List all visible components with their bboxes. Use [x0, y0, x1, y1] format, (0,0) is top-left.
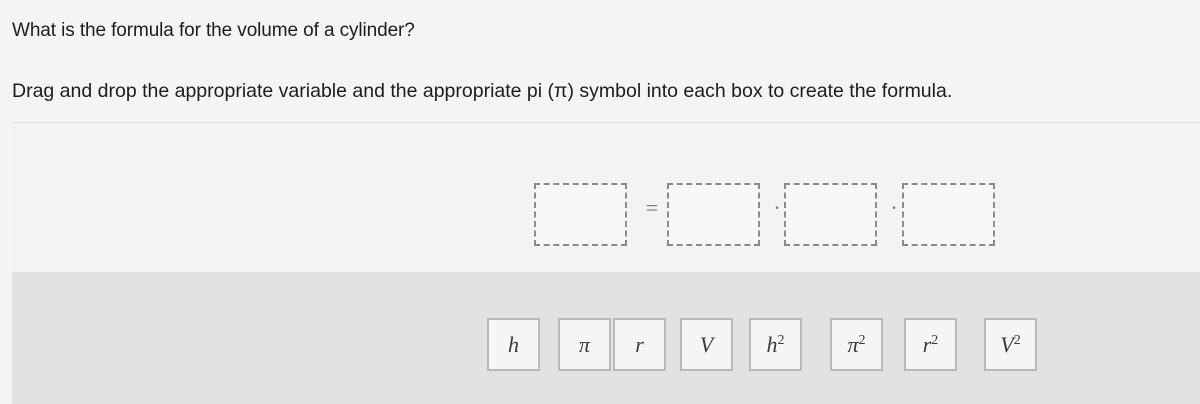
drop-box-2[interactable]: [667, 183, 760, 246]
tile-v-squared-base: V: [1000, 331, 1014, 357]
tile-pi-squared[interactable]: [830, 318, 883, 371]
tile-v-squared[interactable]: [984, 318, 1037, 371]
instruction-text: Drag and drop the appropriate variable and the appropriate pi (π) symbol into each box to create the formula.: [12, 80, 953, 102]
equals-sign: =: [645, 195, 659, 220]
tile-h-squared-exponent: 2: [777, 332, 785, 348]
multiply-dot-1: ·: [773, 195, 781, 220]
drop-box-3[interactable]: [784, 183, 877, 246]
tile-r-squared-exponent: 2: [931, 332, 939, 348]
formula-area: [12, 122, 1200, 273]
tile-pi-label: π: [578, 331, 591, 357]
tile-pi-squared-exponent: 2: [858, 332, 866, 348]
tile-h-squared-base: h: [766, 331, 778, 357]
tile-pi[interactable]: [558, 318, 611, 371]
tile-v-squared-exponent: 2: [1013, 332, 1021, 348]
tile-v[interactable]: [680, 318, 733, 371]
tile-v-label: V: [699, 331, 714, 357]
tile-pi-squared-base: π: [847, 331, 859, 357]
tile-r[interactable]: [613, 318, 666, 371]
multiply-dot-2: ·: [890, 195, 898, 220]
drop-box-4[interactable]: [902, 183, 995, 246]
tile-h-squared[interactable]: [749, 318, 802, 371]
tile-r-label: r: [635, 331, 644, 357]
tile-h-label: h: [508, 331, 519, 357]
question-text: What is the formula for the volume of a cylinder?: [12, 20, 415, 41]
tile-bank: [12, 272, 1200, 404]
tile-h[interactable]: [487, 318, 540, 371]
tile-r-squared-base: r: [922, 331, 932, 357]
tile-r-squared[interactable]: [904, 318, 957, 371]
drop-box-1[interactable]: [534, 183, 627, 246]
